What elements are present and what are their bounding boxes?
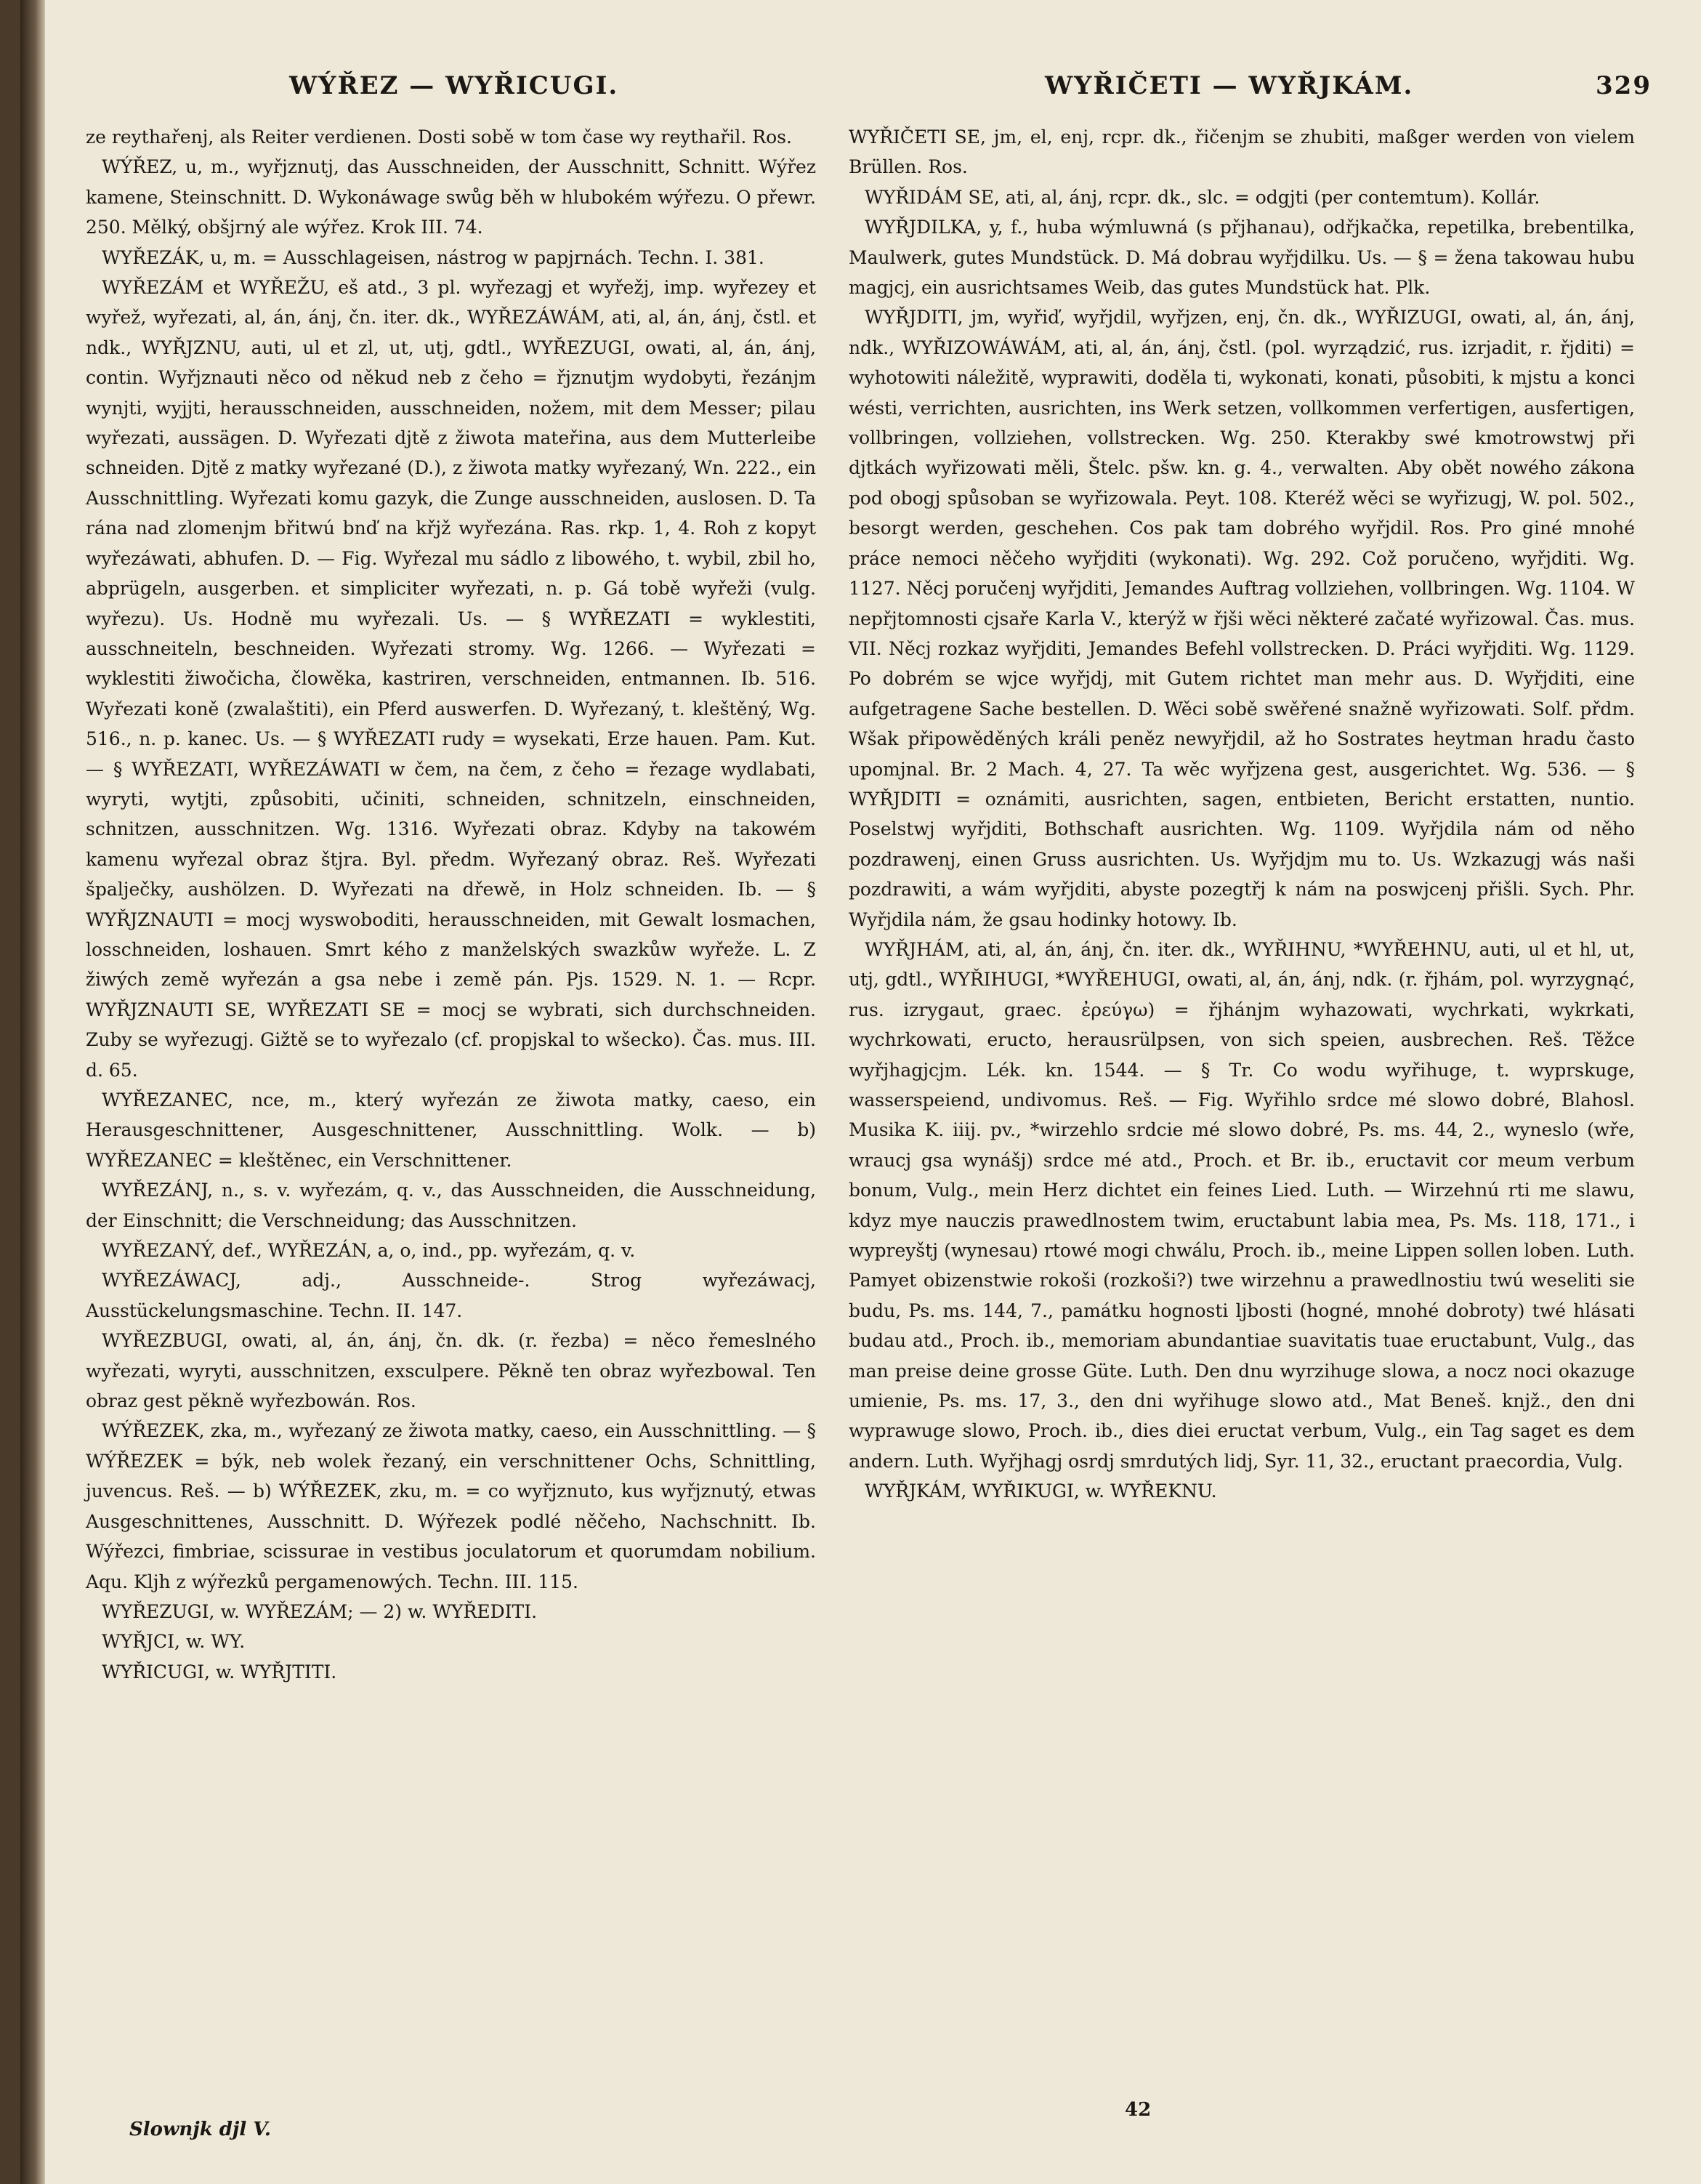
left-column xyxy=(86,122,816,1687)
dictionary-entry: WYŘEZÁNJ, n., s. v. wyřezám, q. v., das Ausschneiden, die Ausschneidung, der Einschnitt; die Verschneidung; das Ausschnitzen. xyxy=(86,1180,816,1231)
book-spine-shadow xyxy=(20,0,45,2184)
dictionary-page xyxy=(20,0,1701,2184)
dictionary-entry: WYŘEZÁWACJ, adj., Ausschneide-. Strog wyřezáwacj, Ausstückelungsmaschine. Techn. II. 147. xyxy=(86,1270,816,1321)
dictionary-entry: WYŘEZUGI, w. WYŘEZÁM; — 2) w. WYŘEDITI. xyxy=(102,1600,538,1622)
dictionary-entry: WYŘEZANÝ, def., WYŘEZÁN, a, o, ind., pp. wyřezám, q. v. xyxy=(102,1240,636,1262)
dictionary-entry: WÝŘEZ, u, m., wyřjznutj, das Ausschneiden, der Ausschnitt, Schnitt. Wýřez kamene, Steinschnitt. D. Wykonáwage swůg běh w hlubokém wýřezu. O přewr. 250. Mělký, obšjrný ale wýřez. Krok III. 74. xyxy=(86,156,816,238)
signature-label: Slownjk djl V. xyxy=(129,2119,271,2140)
page-number: 329 xyxy=(1596,71,1652,100)
signature-mark: 42 xyxy=(1125,2099,1152,2121)
dictionary-entry: WYŘEZÁM et WYŘEŽU, eš atd., 3 pl. wyřezagj et wyřežj, imp. wyřezey et wyřež, wyřezati, al, án, ánj, čn. iter. dk., WYŘEZÁWÁM, ati, al, án, ánj, čstl. et ndk., WYŘJZNU, auti, ul et zl, ut, utj, gdtl., WYŘEZUGI, owati, al, án, ánj, contin. Wyřjznauti něco od někud neb z čeho = řjznutjm wydobyti, řezánjm wynjti, wyjjti, herausschneiden, ausschneiden, nožem, mit dem Messer; pilau wyřezati, aussägen. D. Wyřezati djtě z žiwota mateřina, aus dem Mutterleibe schneiden. Djtě z matky wyřezané (D.), z žiwota matky wyřezaný, Wn. 222., ein Ausschnittling. Wyřezati komu gazyk, die Zunge ausschneiden, auslosen. D. Ta rána nad zlomenjm břitwú bnď na křjž wyřezána. Ras. rkp. 1, 4. Roh z kopyt wyřezáwati, abhufen. D. — Fig. Wyřezal mu sádlo z libowého, t. wybil, zbil ho, abprügeln, ausgerben. et simpliciter wyřezati, n. p. Gá tobě wyřeži (vulg. wyřezu). Us. Hodně mu wyřezali. Us. — § WYŘEZATI = wyklestiti, ausschneiteln, beschneiden. Wyřezati stromy. Wg. 1266. — Wyřezati = wyklestiti žiwočicha, člowěka, kastriren, verschneiden, entmannen. Ib. 516. Wyřezati koně (zwalaštiti), ein Pferd auswerfen. D. Wyřezaný, t. kleštěný, Wg. 516., n. p. kanec. Us. — § WYŘEZATI rudy = wysekati, Erze hauen. Pam. Kut. — § WYŘEZATI, WYŘEZÁWATI w čem, na čem, z čeho = řezage wydlabati, wyryti, wytjti, způsobiti, učiniti, schneiden, schnitzeln, einschneiden, schnitzen, ausschnitzen. Wg. 1316. Wyřezati obraz. Kdyby na takowém kamenu wyřezal obraz štjra. Byl. předm. Wyřezaný obraz. Reš. Wyřezati špalječky, aushölzen. D. Wyřezati na dřewě, in Holz schneiden. Ib. — § WYŘJZNAUTI = mocj wyswoboditi, herausschneiden, mit Gewalt losmachen, losschneiden, loshauen. Smrt kého z manželských swazkůw wyřeže. L. Z žiwých země wyřezán a gsa nebe i země pán. Pjs. 1529. N. 1. — Rcpr. WYŘJZNAUTI SE, WYŘEZATI SE = mocj se wybrati, sich durchschneiden. Zuby se wyřezugj. Gižtě se to wyřezalo (cf. propjskal to wšecko). Čas. mus. III. d. 65. xyxy=(86,277,816,1081)
dictionary-entry: WYŘIČETI SE, jm, el, enj, rcpr. dk., řičenjm se zhubiti, maßger werden von vielem Brüllen. Ros. xyxy=(849,126,1635,178)
dictionary-entry: WYŘICUGI, w. WYŘJTITI. xyxy=(102,1661,337,1683)
right-column xyxy=(849,122,1635,1507)
dictionary-entry: WÝŘEZEK, zka, m., wyřezaný ze žiwota matky, caeso, ein Ausschnittling. — § WÝŘEZEK = býk, neb wolek řezaný, ein verschnittener Ochs, Schnittling, juvencus. Reš. — b) WÝŘEZEK, zku, m. = co wyřjznuto, kus wyřjznutý, etwas Ausgeschnittenes, Ausschnitt. D. Wýřezek podlé něčeho, Nachschnitt. Ib. Wýřezci, fimbriae, scissurae in vestibus joculatorum et quorumdam nobilium. Aqu. Kljh z wýřezků pergamenowých. Techn. III. 115. xyxy=(86,1420,816,1592)
dictionary-entry: WYŘJHÁM, ati, al, án, ánj, čn. iter. dk., WYŘIHNU, *WYŘEHNU, auti, ul et hl, ut, utj, gdtl., WYŘIHUGI, *WYŘEHUGI, owati, al, án, ánj, ndk. (r. řjhám, pol. wyrzygnąć, rus. izrygaut, graec. ἐρεύγω) = řjhánjm wyhazowati, wychrkati, wykrkati, wychrkowati, eructo, herausrülpsen, von sich speien, ausbrechen. Reš. Těžce wyřjhagjcjm. Lék. kn. 1544. — § Tr. Co wodu wyřihuge, t. wyprskuge, wasserspeiend, undivomus. Reš. — Fig. Wyřihlo srdce mé slowo dobré, Blahosl. Musika K. iiij. pv., *wirzehlo srdcie mé slowo dobré, Ps. ms. 44, 2., wyneslo (wře, wraucj gsa wynášj) srdce mé atd., Proch. et Br. ib., eructavit cor meum verbum bonum, Vulg., mein Herz dichtet ein feines Lied. Luth. — Wirzehnú rti me slawu, kdyz mye nauczis prawedlnostem twim, eructabunt labia mea, Ps. Ms. 118, 171., i wypreyštj (wynesau) rtowé mogi chwálu, Proch. ib., meine Lippen sollen loben. Luth. Pamyet obizenstwie rokoši (rozkoši?) twe wirzehnu a prawedlnostiu twú weseliti sie budu, Ps. ms. 144, 7., památku hognosti ljbosti (hogné, mnohé dobroty) twé hlásati budau atd., Proch. ib., memoriam abundantiae suavitatis tuae eructabunt, Vulg., das man preise deine grosse Güte. Luth. Den dnu wyrzihuge slowa, a nocz noci okazuge umienie, Ps. ms. 17, 3., den dni wyřihuge slowo atd., Mat Beneš. knjž., den dni wyprawuge slowo, Proch. ib., dies diei eructat verbum, Vulg., ein Tag saget es dem andern. Luth. Wyřjhagj osrdj smrdutých lidj, Syr. 11, 32., eructant praecordia, Vulg. xyxy=(849,938,1635,1472)
header-left: WÝŘEZ — WYŘICUGI. xyxy=(289,71,619,100)
dictionary-entry: WYŘEZBUGI, owati, al, án, ánj, čn. dk. (r. řezba) = něco řemeslného wyřezati, wyryti, ausschnitzen, exsculpere. Pěkně ten obraz wyřezbowal. Ten obraz gest pěkně wyřezbowán. Ros. xyxy=(86,1330,816,1412)
dictionary-entry: WYŘEZANEC, nce, m., který wyřezán ze žiwota matky, caeso, ein Herausgeschnittener, Ausgeschnittener, Ausschnittling. Wolk. — b) WYŘEZANEC = kleštěnec, ein Verschnittener. xyxy=(86,1089,816,1171)
dictionary-entry: WYŘJCI, w. WY. xyxy=(102,1631,246,1653)
header-right: WYŘIČETI — WYŘJKÁM. xyxy=(1045,71,1414,100)
dictionary-entry: WYŘJDITI, jm, wyřiď, wyřjdil, wyřjzen, enj, čn. dk., WYŘIZUGI, owati, al, án, ánj, ndk., WYŘIZOWÁWÁM, ati, al, án, ánj, čstl. (pol. wyrządzić, rus. izrjadit, r. řjditi) = wyhotowiti náležitě, wyprawiti, doděla ti, wykonati, konati, působiti, k mjstu a konci wésti, verrichten, ausrichten, ins Werk setzen, vollkommen verfertigen, ausfertigen, vollbringen, vollziehen, vollstrecken. Wg. 250. Kterakby swé kmotrowstwj při djtkách wyřizowati měli, Štelc. pšw. kn. g. 4., verwalten. Aby obět nowého zákona pod obogj spůsoban se wyřizowala. Peyt. 108. Kteréž wěci se wyřizugj, W. pol. 502., besorgt werden, geschehen. Cos pak tam dobrého wyřjdil. Ros. Pro giné mnohé práce nemoci něčeho wyřjditi (wykonati). Wg. 292. Což poručeno, wyřjditi. Wg. 1127. Něcj poručenj wyřjditi, Jemandes Auftrag vollziehen, vollbringen. Wg. 1104. W nepřjtomnosti cjsaře Karla V., kterýž w řjši wěci některé začaté wyřizowal. Čas. mus. VII. Něcj rozkaz wyřjditi, Jemandes Befehl vollstrecken. D. Práci wyřjditi. Wg. 1129. Po dobrém se wjce wyřjdj, mit Gutem richtet man mehr aus. D. Wyřjditi, eine aufgetragene Sache bestellen. D. Wěci sobě swěřené snažně wyřizowati. Solf. přdm. Wšak připowěděných králi peněz newyřjdil, až ho Sostrates heytman hradu často upomjnal. Br. 2 Mach. 4, 27. Ta wěc wyřjzena gest, ausgerichtet. Wg. 536. — § WYŘJDITI = oznámiti, ausrichten, sagen, entbieten, Bericht erstatten, nuntio. Poselstwj wyřjditi, Bothschaft ausrichten. Wg. 1109. Wyřjdila nám od něho pozdrawenj, einen Gruss ausrichten. Us. Wyřjdjm mu to. Us. Wzkazugj wás naši pozdrawiti, a wám wyřjditi, abyste pozegtřj k nám na poswjcenj přišli. Sych. Phr. Wyřjdila nám, že gsau hodinky hotowy. Ib. xyxy=(849,307,1635,930)
dictionary-entry: WYŘEZÁK, u, m. = Ausschlageisen, nástrog w papjrnách. Techn. I. 381. xyxy=(102,246,764,268)
dictionary-entry: ze reythařenj, als Reiter verdienen. Dosti sobě w tom čase wy reythařil. Ros. xyxy=(86,126,792,148)
dictionary-entry: WYŘIDÁM SE, ati, al, ánj, rcpr. dk., slc. = odgjti (per contemtum). Kollár. xyxy=(865,186,1540,208)
dictionary-entry: WYŘJKÁM, WYŘIKUGI, w. WYŘEKNU. xyxy=(865,1480,1217,1502)
dictionary-entry: WYŘJDILKA, y, f., huba wýmluwná (s přjhanau), odřjkačka, repetilka, brebentilka, Maulwerk, gutes Mundstück. D. Má dobrau wyřjdilku. Us. — § = žena takowau hubu magjcj, ein ausrichtsames Weib, das gutes Mundstück hat. Plk. xyxy=(849,217,1635,299)
